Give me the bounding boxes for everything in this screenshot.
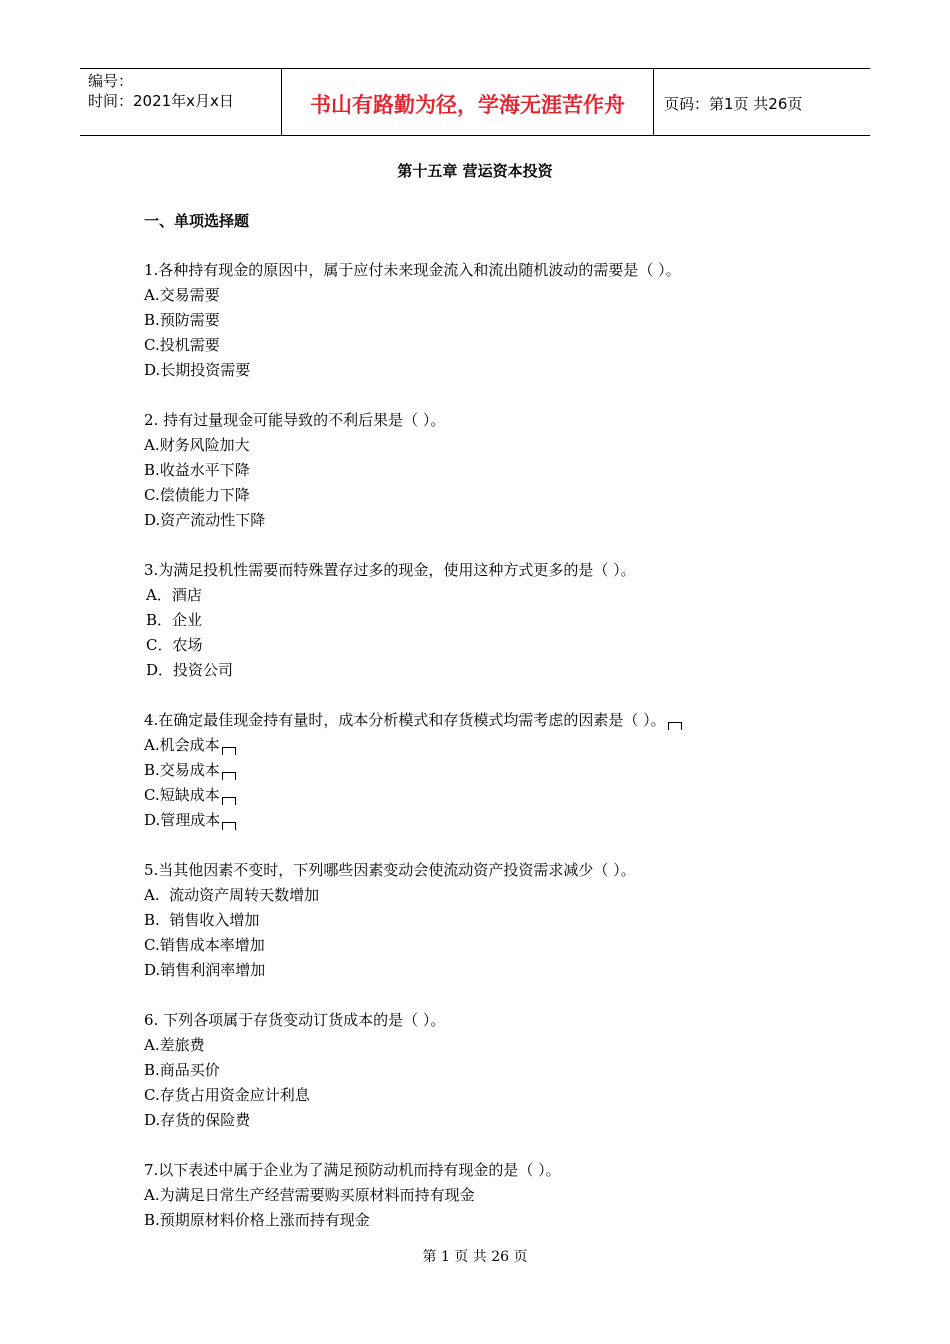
question-stem: 6. 下列各项属于存货变动订货成本的是（ ）。	[144, 1011, 446, 1029]
option-a: A. 流动资产周转天数增加	[144, 886, 320, 904]
header-meta	[80, 69, 282, 135]
option-b: B.收益水平下降	[144, 461, 250, 479]
page-header	[80, 68, 870, 136]
question-7	[144, 1158, 844, 1233]
question-5	[144, 858, 844, 983]
option-b-row	[144, 758, 844, 783]
option-a: A.财务风险加大	[144, 436, 250, 454]
option-a: A．酒店	[146, 586, 202, 604]
option-a: A.机会成本	[144, 736, 220, 754]
question-stem: 3.为满足投机性需要而特殊置存过多的现金，使用这种方式更多的是（ ）。	[144, 561, 636, 579]
question-stem: 7.以下表述中属于企业为了满足预防动机而持有现金的是（ ）。	[144, 1161, 561, 1179]
option-a: A.差旅费	[144, 1036, 205, 1054]
option-d-row	[144, 808, 844, 833]
option-d: D.管理成本	[144, 811, 221, 829]
option-a: A.为满足日常生产经营需要购买原材料而持有现金	[144, 1186, 475, 1204]
option-a: A.交易需要	[144, 286, 220, 304]
option-d: D.销售利润率增加	[144, 961, 266, 979]
chapter-title: 第十五章 营运资本投资	[397, 162, 553, 180]
question-stem: 5.当其他因素不变时，下列哪些因素变动会使流动资产投资需求减少（ ）。	[144, 861, 636, 879]
option-b: B. 销售收入增加	[144, 911, 260, 929]
option-c: C.销售成本率增加	[144, 936, 265, 954]
option-d: D.存货的保险费	[144, 1111, 251, 1129]
option-c: C.偿债能力下降	[144, 486, 250, 504]
question-stem-row	[144, 708, 844, 733]
option-c: C.短缺成本	[144, 786, 220, 804]
option-b: B.商品买价	[144, 1061, 220, 1079]
option-c: C．农场	[146, 636, 203, 654]
question-stem: 4.在确定最佳现金持有量时，成本分析模式和存货模式均需考虑的因素是（ ）。	[144, 711, 666, 729]
option-c: C.投机需要	[144, 336, 220, 354]
option-b: B.预防需要	[144, 311, 220, 329]
header-motto: 书山有路勤为径，学海无涯苦作舟	[282, 69, 654, 135]
option-d: D．投资公司	[146, 661, 234, 679]
option-b: B．企业	[146, 611, 203, 629]
question-stem: 1.各种持有现金的原因中，属于应付未来现金流入和流出随机波动的需要是（ ）。	[144, 261, 681, 279]
question-stem: 2. 持有过量现金可能导致的不利后果是（ ）。	[144, 411, 446, 429]
option-c-row	[144, 783, 844, 808]
section-title: 一、单项选择题	[144, 212, 250, 230]
question-2	[144, 408, 844, 533]
question-1	[144, 258, 844, 383]
question-4	[144, 708, 844, 833]
option-c: C.存货占用资金应计利息	[144, 1086, 310, 1104]
option-a-row	[144, 733, 844, 758]
option-d: D.长期投资需要	[144, 361, 251, 379]
paragraph-mark-icon	[222, 747, 236, 755]
page-footer: 第 1 页 共 26 页	[422, 1249, 528, 1265]
paragraph-mark-icon	[222, 822, 236, 830]
question-6	[144, 1008, 844, 1133]
paragraph-mark-icon	[222, 772, 236, 780]
code-label: 编号：	[88, 72, 134, 90]
question-3	[144, 558, 844, 683]
option-d: D.资产流动性下降	[144, 511, 266, 529]
paragraph-mark-icon	[222, 797, 236, 805]
paragraph-mark-icon	[668, 722, 682, 730]
option-b: B.预期原材料价格上涨而持有现金	[144, 1211, 370, 1229]
header-page-info: 页码：第1页 共26页	[664, 94, 803, 113]
question-list	[144, 258, 844, 1258]
date-line: 时间：2021年x月x日	[88, 92, 234, 110]
option-b: B.交易成本	[144, 761, 220, 779]
